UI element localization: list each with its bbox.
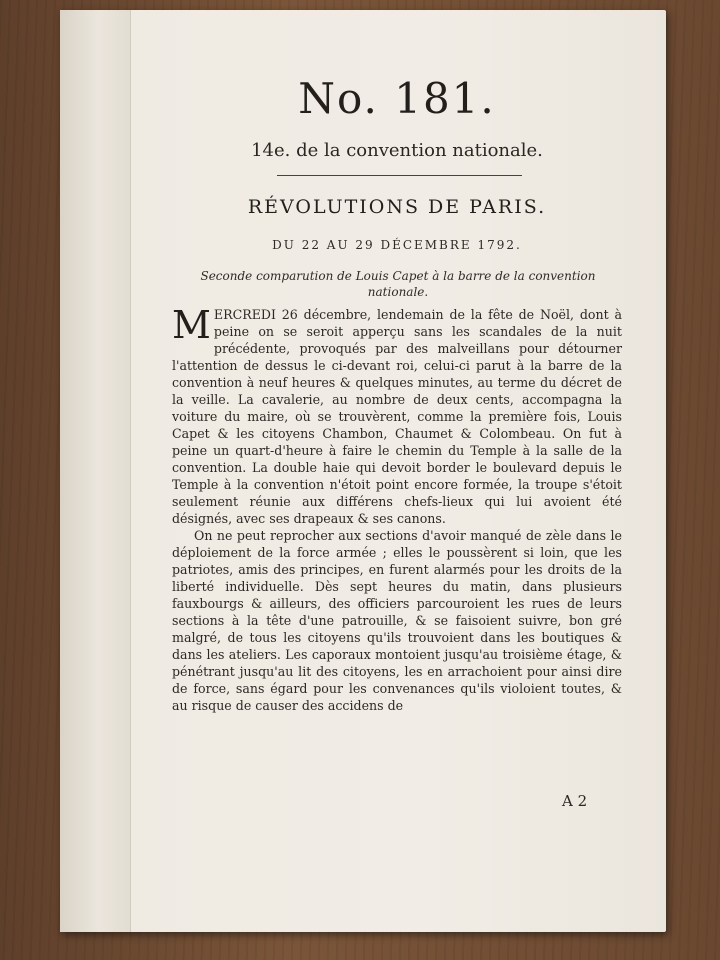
paragraph-2-text: On ne peut reprocher aux sections d'avoir manqué de zèle dans le déploiement de la force armée ; elles le poussèrent si loin, que les patriotes, amis des principes, en furent alarmés pour les droits de la liberté individuelle. Dès sept heures du matin, dans plusieurs fauxbourgs & ailleurs, des officiers parcouroient les rues de leurs sections à la tête d'une patrouille, & se faisoient suivre, bon gré malgré, de tous les citoyens qu'ils trouvoient dans les boutiques & dans les ateliers. Les caporaux montoient jusqu'au troisième étage, & pénétrant jusqu'au lit des citoyens, les en arrachoient pour ainsi dire de force, sans égard pour les convenances qu'ils violoient toutes, & au risque de causer des accidens de [172,528,622,713]
paragraph-1-text: ERCREDI 26 décembre, lendemain de la fête de Noël, dont à peine on se seroit apperçu sans les scandales de la nuit précédente, provoqués par des malveillans pour détourner l'attention de dessus le ci-devant roi, celui-ci parut à la barre de la convention à neuf heures & quelques minutes, au terme du décret de la veille. La cavalerie, au nombre de deux cents, accompagna la voiture du maire, où se trouvèrent, comme la première fois, Louis Capet & les citoyens Chambon, Chaumet & Colombeau. On fut à peine un quart-d'heure à faire le chemin du Temple à la salle de la convention. La double haie qui devoit border le boulevard depuis le Temple à la convention n'étoit point encore formée, la troupe s'étoit seulement réunie aux différens chefs-lieux qui lui avoient été désignés, avec ses drapeaux & ses canons. [172,307,622,526]
title-divider [277,175,522,176]
convention-line: 14e. de la convention nationale. [251,140,543,161]
publication-title: RÉVOLUTIONS DE PARIS. [247,196,547,218]
dropcap: M [172,303,211,347]
issue-number: No. 181. [298,74,496,123]
date-range: DU 22 AU 29 DÉCEMBRE 1792. [272,238,522,252]
article-body [172,303,622,714]
paragraph-1 [172,303,622,527]
paragraph-2 [172,527,622,714]
page-spine [60,10,131,932]
signature-mark: A 2 [562,792,588,810]
article-title: Seconde comparution de Louis Capet à la barre de la convention nationale. [200,269,596,299]
document-page [60,10,666,932]
